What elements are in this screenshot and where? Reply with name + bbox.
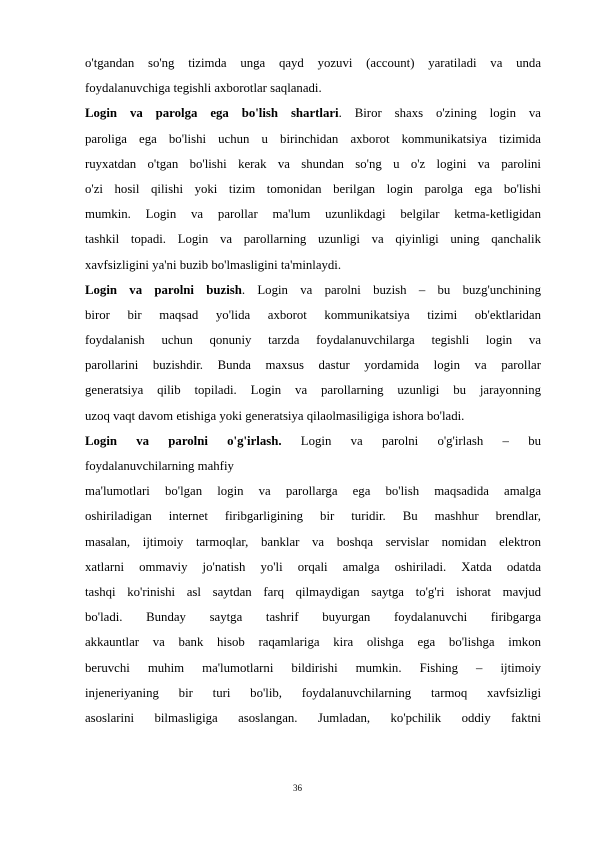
bold-heading: Login va parolni buzish <box>85 282 242 297</box>
text-line <box>85 303 541 328</box>
line-text: foydalanuvchiga tegishli axborotlar saqlanadi. <box>85 81 322 96</box>
line-text: mumkin. Login va parollar ma'lum uzunlikdagi belgilar ketma-ketligidan <box>85 207 541 222</box>
text-line <box>85 454 541 479</box>
line-text: tashkil topadi. Login va parollarning uzunligi va qiyinligi uning qanchalik <box>85 232 541 247</box>
line-text: generatsiya qilib topiladi. Login va parollarning uzunligi bu jarayonning <box>85 383 541 398</box>
line-text: asoslarini bilmasligiga asoslangan. Jumladan, ko'pchilik oddiy faktni <box>85 710 541 725</box>
line-text: o'tgandan so'ng tizimda unga qayd yozuvi (account) yaratiladi va unda <box>85 56 541 70</box>
line-text: biror bir maqsad yo'lida axborot kommunikatsiya tizimi ob'ektlaridan <box>85 307 541 322</box>
line-text: . Biror shaxs o'zining login va <box>338 106 541 121</box>
text-line <box>85 580 541 605</box>
line-text: masalan, ijtimoiy tarmoqlar, banklar va boshqa servislar nomidan elektron <box>85 534 541 549</box>
line-text: o'zi hosil qilishi yoki tizim tomonidan berilgan login parolga ega bo'lishi <box>85 181 541 196</box>
text-line <box>85 202 541 227</box>
text-line <box>85 404 541 429</box>
text-line <box>85 706 541 731</box>
text-line <box>85 429 541 454</box>
line-text: foydalanish uchun qonuniy tarzda foydalanuvchilarga tegishli login va <box>85 333 541 348</box>
text-line <box>85 76 541 101</box>
line-text: xavfsizligini ya'ni buzib bo'lmasligini ta'minlaydi. <box>85 257 342 272</box>
page-number: 36 <box>293 783 302 793</box>
line-text: paroliga ega bo'lishi uchun u birinchidan axborot kommunikatsiya tizimida <box>85 131 541 146</box>
page-body <box>85 51 541 731</box>
line-text: tashqi ko'rinishi asl saytdan farq qilmaydigan saytga to'g'ri ishorat mavjud <box>85 584 541 599</box>
line-text: bo'ladi. Bunday saytga tashrif buyurgan foydalanuvchi firibgarga <box>85 610 541 625</box>
line-text: Login va parolni o'g'irlash – bu <box>281 433 541 448</box>
bold-heading: Login va parolni o'g'irlash. <box>85 433 282 448</box>
line-text: ma'lumotlari bo'lgan login va parollarga ega bo'lish maqsadida amalga <box>85 484 541 499</box>
text-line <box>85 630 541 655</box>
line-text: . Login va parolni buzish – bu buzg'unchining <box>241 282 541 297</box>
line-text: parollarini buzishdir. Bunda maxsus dastur yordamida login va parollar <box>85 358 541 373</box>
text-line <box>85 328 541 353</box>
line-text: injeneriyaning bir turi bo'lib, foydalanuvchilarning tarmoq xavfsizligi <box>85 685 541 700</box>
text-line <box>85 681 541 706</box>
text-line <box>85 227 541 252</box>
line-text: akkauntlar va bank hisob raqamlariga kira olishga ega bo'lishga imkon <box>85 635 541 650</box>
line-text: foydalanuvchilarning mahfiy <box>85 459 234 473</box>
text-line <box>85 378 541 403</box>
bold-heading: Login va parolga ega bo'lish shartlari <box>85 106 339 121</box>
line-text: oshiriladigan internet firibgarligining bir turidir. Bu mashhur brendlar, <box>85 509 541 524</box>
text-line <box>85 101 541 126</box>
text-line <box>85 530 541 555</box>
text-line <box>85 127 541 152</box>
text-line <box>85 479 541 504</box>
text-line <box>85 504 541 529</box>
text-line <box>85 253 541 278</box>
text-line <box>85 605 541 630</box>
text-line <box>85 656 541 681</box>
text-line <box>85 353 541 378</box>
line-text: xatlarni ommaviy jo'natish yo'li orqali amalga oshiriladi. Xatda odatda <box>85 559 541 574</box>
text-line <box>85 278 541 303</box>
text-line <box>85 555 541 580</box>
text-line <box>85 51 541 76</box>
text-line <box>85 177 541 202</box>
line-text: beruvchi muhim ma'lumotlarni bildirishi mumkin. Fishing – ijtimoiy <box>85 660 541 675</box>
line-text: ruyxatdan o'tgan bo'lishi kerak va shundan so'ng u o'z logini va parolini <box>85 156 541 171</box>
line-text: uzoq vaqt davom etishiga yoki generatsiya qilaolmasiligiga ishora bo'ladi. <box>85 408 465 423</box>
text-line <box>85 152 541 177</box>
